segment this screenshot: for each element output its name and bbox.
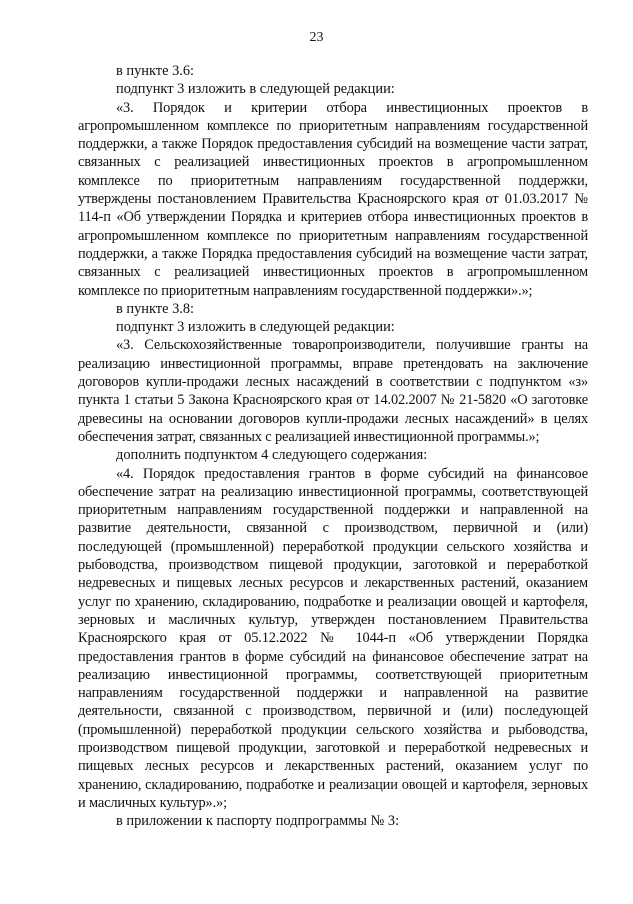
paragraph-subclause-instruction: подпункт 3 изложить в следующей редакции: [116,319,395,336]
paragraph-quoted-subclause-3-grants: «3. Сельскохозяйственные товаропроизводители, получившие гранты на реализацию инвестиционной программы, вправе претендовать на заключение договоров купли-продажи лесных насаждений в соответствии с подпунктом «з» пункта 1 статьи 5 Закона Красноярского края от 14.02.2007 № 21-5820 «О заготовке древесины на основании договоров купли-продажи лесных насаждений» в целях обеспечения затрат, связанных с реализацией инвестиционной программы.»; [78,337,588,445]
paragraph-appendix-subprogram-3: в приложении к паспорту подпрограммы № 3: [116,813,400,830]
paragraph-quoted-subclause-3: «3. Порядок и критерии отбора инвестиционных проектов в агропромышленном комплексе по приоритетным направлениям государственной поддержки, а также Порядок предоставления субсидий на возмещение части затрат, связанных с реализацией инвестиционных проектов в агропромышленном комплексе по приоритетным направлениям государственной поддержки, утверждены постановлением Правительства Красноярского края от 01.03.2017 № 114-п «Об утверждении Порядка и критериев отбора инвестиционных проектов в агропромышленном комплексе по приоритетным направлениям государственной поддержки, а также Порядка предоставления субсидий на возмещение части затрат, связанных с реализацией инвестиционных проектов в агропромышленном комплексе по приоритетным направлениям государственной поддержки».»; [78,99,588,299]
paragraph-quoted-subclause-4: «4. Порядок предоставления грантов в форме субсидий на финансовое обеспечение затрат на реализацию инвестиционной программы, соответствующей приоритетным направлениям государственной поддержки и направленной на развитие деятельности, связанной с производством, первичной и (или) последующей (промышленной) переработкой продукции сельского хозяйства и рыбоводства, производством пищевой продукции, заготовкой и переработкой недревесных и пищевых лесных ресурсов и лекарственных растений, оказанием услуг по хранению, складированию, подработке и реализации овощей и картофеля, зерновых и масличных культур, утвержден постановлением Правительства Красноярского края от 05.12.2022 № 1044-п «Об утверждении Порядка предоставления грантов в форме субсидий на финансовое обеспечение затрат на реализацию инвестиционной программы, соответствующей приоритетным направлениям государственной поддержки и направленной на развитие деятельности, связанной с производством, первичной и (или) последующей (промышленной) переработкой продукции сельского хозяйства и рыбоводства, производством пищевой продукции, заготовкой и переработкой недревесных и пищевых лесных ресурсов и лекарственных растений, оказанием услуг по хранению, складированию, подработке и реализации овощей и картофеля, зерновых и масличных культур».»; [78,465,588,811]
page-number: 23 [309,30,324,45]
document-body [78,62,588,830]
paragraph-clause-3-6: в пункте 3.6: [116,63,195,79]
paragraph-add-subclause-4: дополнить подпунктом 4 следующего содержания: [116,447,428,464]
paragraph-clause-3-8: в пункте 3.8: [116,300,195,317]
paragraph-subclause-instruction: подпункт 3 изложить в следующей редакции: [116,81,395,98]
